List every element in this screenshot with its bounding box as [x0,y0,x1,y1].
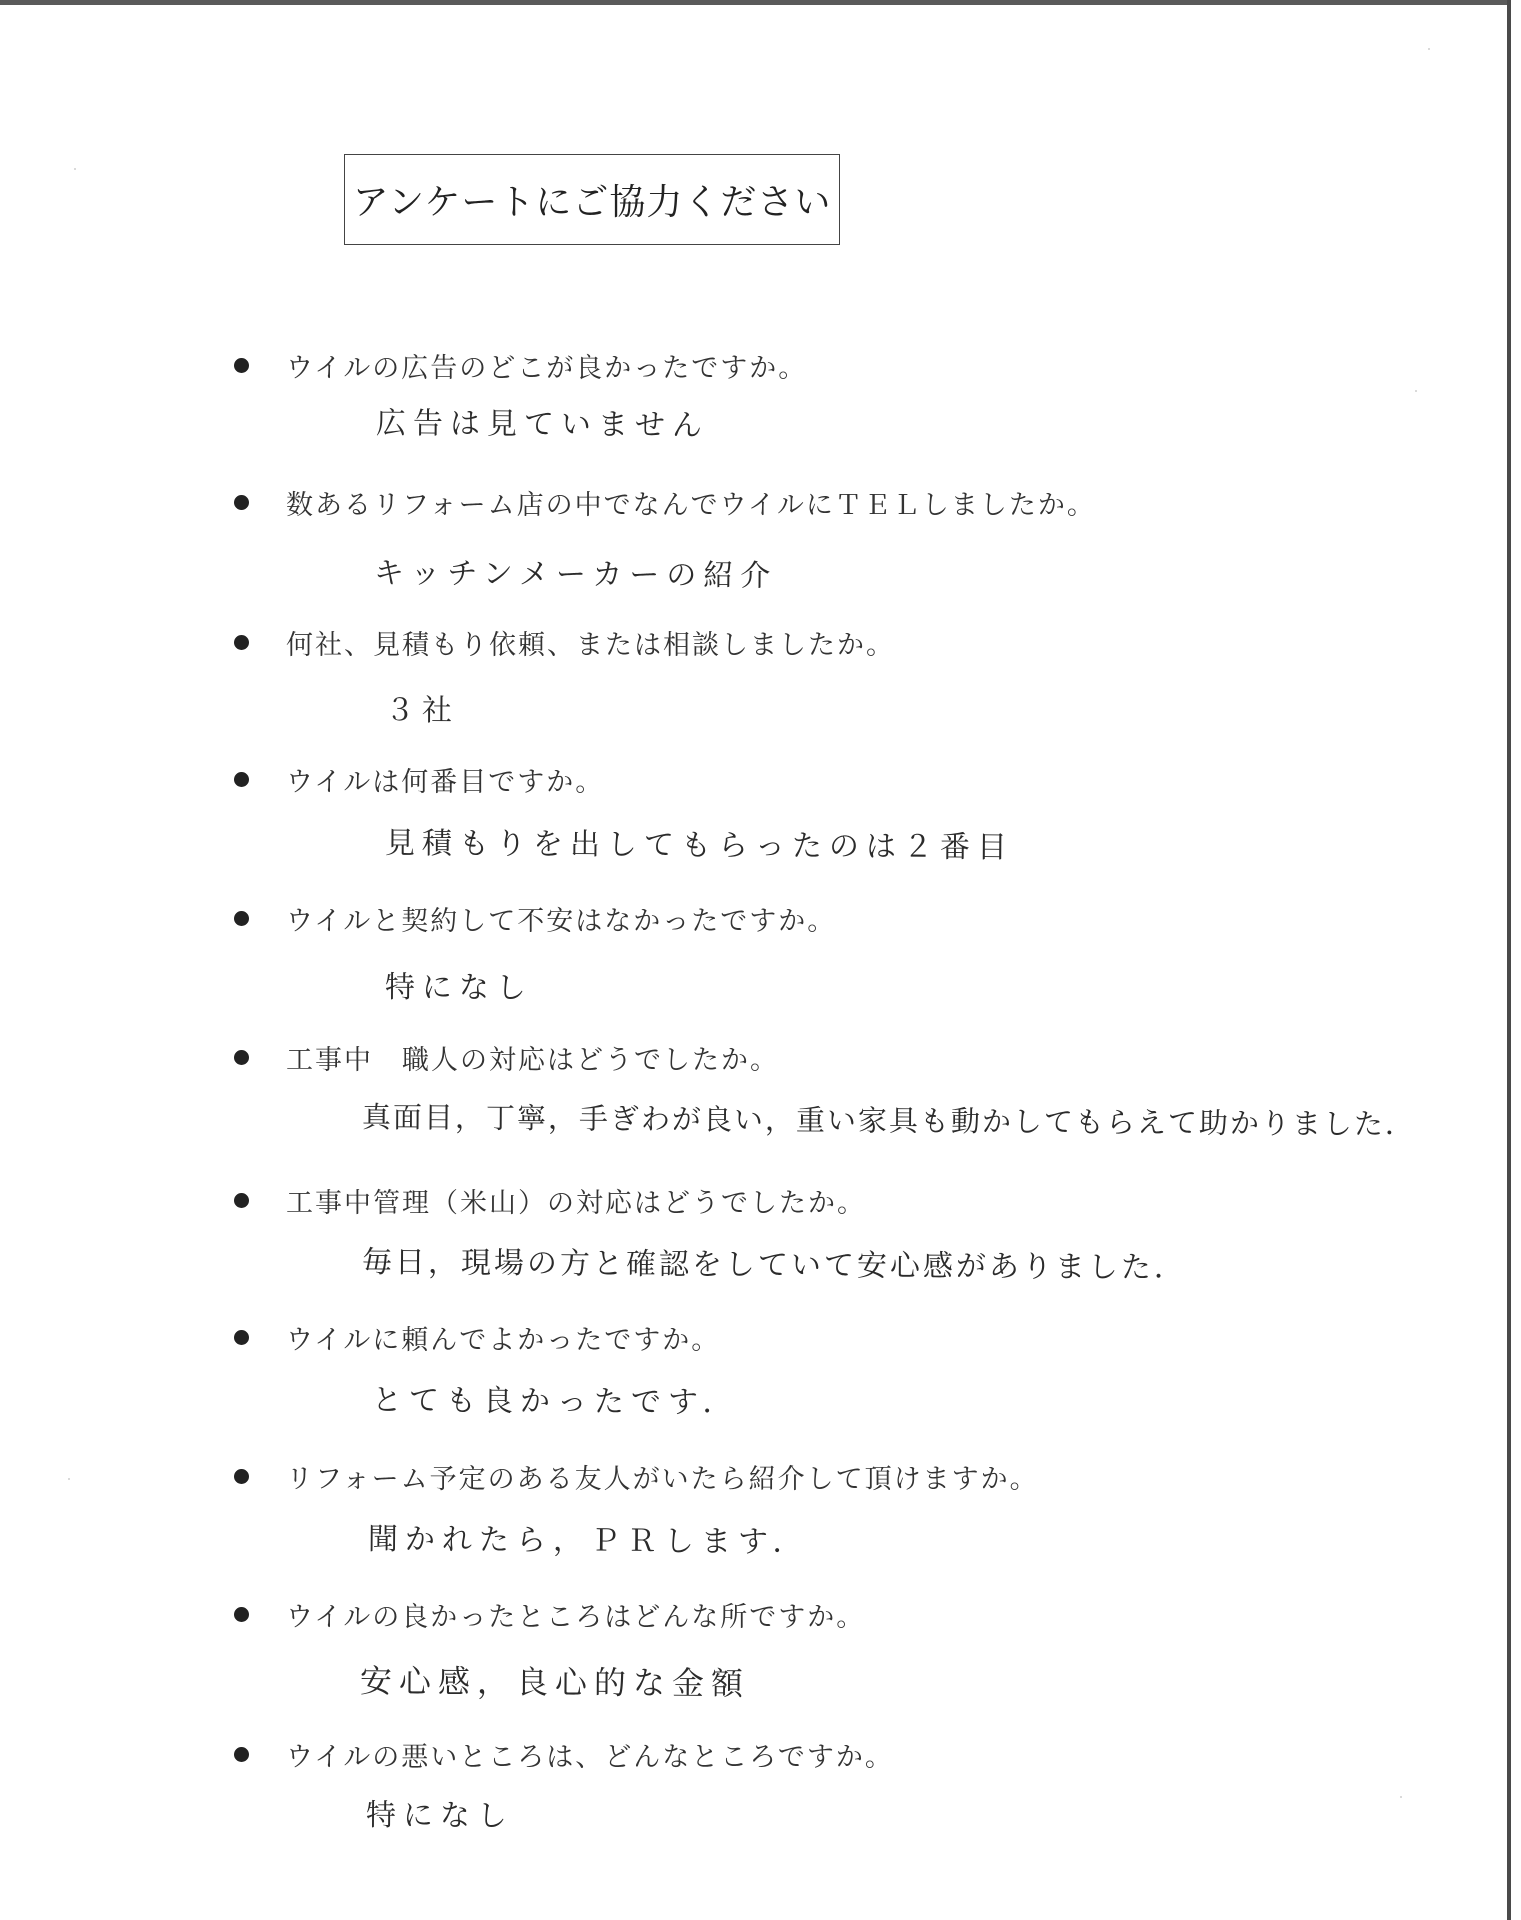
handwritten-answer: 特になし [365,1798,515,1835]
scan-edge-top [0,0,1510,5]
scan-speck [1415,390,1417,392]
handwritten-answer: 見積もりを出してもらったのは２番目 [384,826,1015,866]
question-item [234,1180,866,1220]
question-item [234,622,895,662]
bullet-icon [234,358,249,373]
bullet-icon [234,1607,249,1622]
survey-title-box [344,154,840,245]
bullet-icon [234,772,249,787]
handwritten-answer: ３社 [384,693,460,729]
question-text: ウイルに頼んでよかったですか。 [286,1324,721,1356]
bullet-icon [234,1747,249,1762]
question-text: 数あるリフォーム店の中でなんでウイルにＴＥＬしましたか。 [286,489,1096,521]
question-item [234,482,1096,522]
question-text: リフォーム予定のある友人がいたら紹介して頂けますか。 [286,1463,1039,1495]
question-text: ウイルは何番目ですか。 [286,766,605,798]
question-item [234,1734,894,1774]
handwritten-answer: 広告は見ていません [375,406,710,444]
bullet-icon [234,1050,249,1065]
question-item [234,1594,865,1634]
survey-title: アンケートにご協力ください [352,182,832,223]
handwritten-answer: 毎日，現場の方と確認をしていて安心感がありました． [361,1245,1188,1286]
question-text: ウイルの良かったところはどんな所ですか。 [286,1601,866,1633]
bullet-icon [234,495,249,510]
bullet-icon [234,1193,249,1208]
scan-speck [68,1478,70,1480]
bullet-icon [234,635,249,650]
scan-edge-right [1507,0,1511,1920]
question-item [234,345,807,385]
scan-speck [1400,1796,1402,1798]
question-text: ウイルの広告のどこが良かったですか。 [286,352,808,384]
handwritten-answer: 安心感，良心的な金額 [359,1662,751,1703]
question-item [234,1317,720,1357]
handwritten-answer: 真面目，丁寧，手ぎわが良い，重い家具も動かしてもらえて助かりました． [361,1100,1417,1142]
scan-speck [74,168,76,170]
bullet-icon [234,1330,249,1345]
question-text: ウイルの悪いところは、どんなところですか。 [286,1741,894,1773]
question-item [234,759,604,799]
handwritten-answer: 聞かれたら，ＰＲします． [367,1522,810,1561]
question-item [234,1456,1039,1496]
scan-speck [1428,48,1430,50]
question-text: 工事中 職人の対応はどうでしたか。 [286,1044,779,1076]
handwritten-answer: 特になし [384,970,534,1007]
question-text: ウイルと契約して不安はなかったですか。 [286,905,837,937]
question-text: 工事中管理（米山）の対応はどうでしたか。 [286,1187,866,1219]
question-item [234,1037,779,1077]
bullet-icon [234,911,249,926]
question-item [234,898,836,938]
handwritten-answer: とても良かったです． [371,1383,740,1421]
bullet-icon [234,1469,249,1484]
handwritten-answer: キッチンメーカーの紹介 [373,556,778,594]
question-text: 何社、見積もり依頼、または相談しましたか。 [286,629,895,661]
